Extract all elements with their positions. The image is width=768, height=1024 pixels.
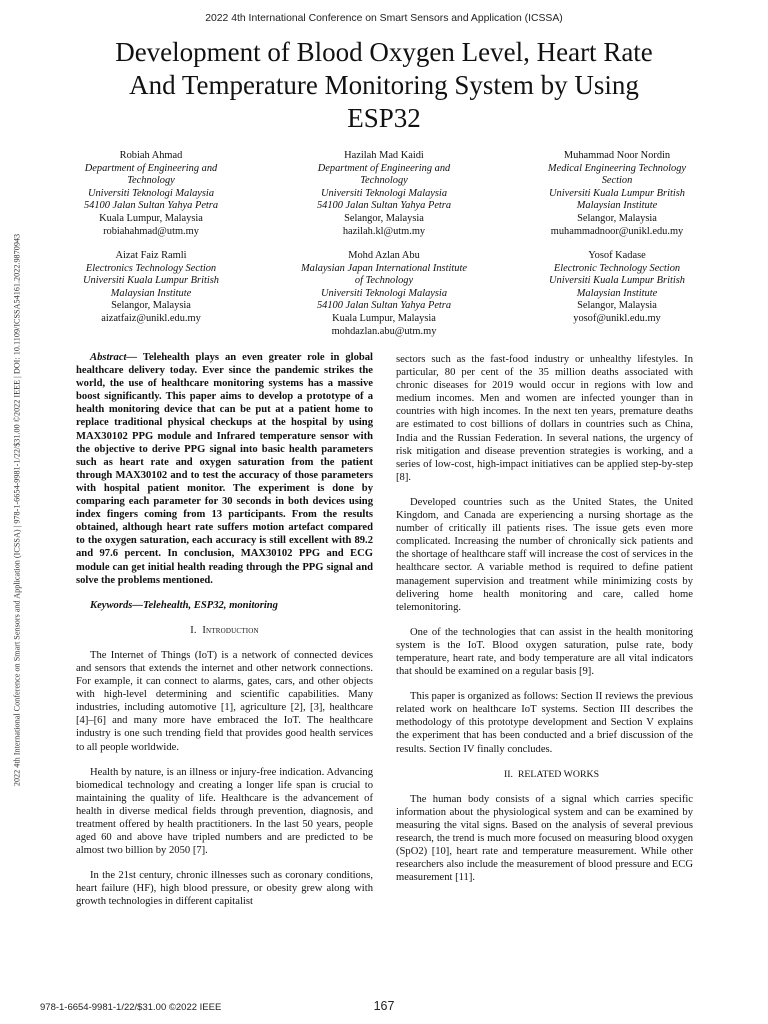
- title-line: And Temperature Monitoring System by Using: [129, 70, 639, 100]
- author-city: Selangor, Malaysia: [111, 300, 191, 312]
- author-block: [506, 250, 728, 338]
- keywords: [76, 599, 373, 612]
- author-dept: Technology: [127, 175, 175, 187]
- author-city: Selangor, Malaysia: [577, 300, 657, 312]
- author-dept: Department of Engineering and: [84, 162, 218, 174]
- section-number: II.: [503, 768, 513, 780]
- author-city: Kuala Lumpur, Malaysia: [332, 312, 436, 324]
- author-row: [40, 250, 728, 338]
- paragraph: One of the technologies that can assist in the health monitoring system is the IoT. Blood oxygen saturation, pulse rate, body temperature, heart rate, and body temperature are all vital indicators that should be examined on a regular basis [9].: [396, 626, 693, 678]
- author-dept: Medical Engineering Technology: [547, 162, 687, 174]
- section-title: Introduction: [202, 624, 259, 636]
- page-number: 167: [373, 999, 395, 1013]
- author-name: Mohd Azlan Abu: [348, 250, 420, 261]
- author-name: Muhammad Noor Nordin: [563, 150, 671, 161]
- abstract: [76, 351, 373, 587]
- author-institution: Universiti Kuala Lumpur British: [83, 275, 219, 287]
- author-block: [506, 150, 728, 238]
- author-email: mohdazlan.abu@utm.my: [331, 325, 437, 337]
- author-name: Aizat Faiz Ramli: [115, 250, 187, 261]
- author-address: 54100 Jalan Sultan Yahya Petra: [316, 200, 452, 212]
- author-address: 54100 Jalan Sultan Yahya Petra: [83, 200, 219, 212]
- paragraph: The human body consists of a signal which carries specific information about the physiological system and can be examined by measuring the vital signs. Based on the analysis of several previous research, the trend is much more focused on measuring blood oxygen (SpO2) [10], heart rate and temperature measurement. While other researchers also include the measurement of blood pressure and ECG measurement [11].: [396, 793, 693, 884]
- author-city: Selangor, Malaysia: [577, 212, 657, 224]
- paragraph: Health by nature, is an illness or injury-free indication. Advancing biomedical technology and creating a longer life span is crucial to maintaining the quality of life. Healthcare is the advancement of health in diverse medical fields through prevention, diagnosis, and treatment offered by health practitioners. In the last 50 years, people aged 60 and above have tripled numbers and are predicted to be almost two billion by 2050 [7].: [76, 766, 373, 857]
- keywords-text: Telehealth, ESP32, monitoring: [142, 599, 278, 611]
- author-email: robiahahmad@utm.my: [103, 225, 199, 237]
- paper-title: [40, 36, 728, 135]
- author-dept: Electronics Technology Section: [85, 262, 217, 274]
- author-institution: Universiti Kuala Lumpur British: [549, 187, 685, 199]
- paragraph: In the 21st century, chronic illnesses such as coronary conditions, heart failure (HF), high blood pressure, or obesity grew along with growth technologies in different capitalist: [76, 870, 373, 908]
- author-block: [40, 150, 262, 238]
- author-block: [273, 250, 495, 338]
- section-title: RELATED WORKS: [517, 768, 600, 780]
- author-city: Kuala Lumpur, Malaysia: [99, 212, 203, 224]
- author-dept: Department of Engineering and: [317, 162, 451, 174]
- keywords-label: Keywords—: [90, 599, 143, 611]
- author-name: Robiah Ahmad: [119, 150, 183, 161]
- abstract-text: Telehealth plays an even greater role in global healthcare delivery today. Ever since the pandemic strikes the world, the use of healthcare monitoring systems has a massive boost significantly. This paper aims to develop a prototype of a health monitoring device that can be put at a patient home to replace traditional physical checkups at the hospital by using MAX30102 PPG module and Infrared temperature sensor with the objective to derive PPG signal into basic health parameters such as heart rate and oxygen saturation from the patient through MAX30102 and to test the accuracy of those parameters with hospital patient monitor. The experiment is done by comparing each parameter for 30 seconds in both devices using index fingers coming from 13 participants. From the results obtained, although heart rate suffers motion artefact compared to the oxygen saturation, each accuracy is still excellent with 89.2 and 97.6 percent. In conclusion, MAX30102 PPG and ECG module can get initial health reading through the PPG signal and solve the problems mentioned.: [76, 352, 373, 586]
- paragraph: This paper is organized as follows: Section II reviews the previous related work on healthcare IoT systems. Section III describes the methodology of this prototype development and Section V explains the experiment that has been conducted and a brief discussion of the results. Section IV finally concludes.: [396, 691, 693, 755]
- conference-header: 2022 4th International Conference on Smart Sensors and Application (ICSSA): [205, 13, 563, 24]
- section-heading: [396, 768, 693, 781]
- section-number: I.: [190, 624, 197, 636]
- author-address: Malaysian Institute: [576, 200, 658, 212]
- author-institution: Malaysian Institute: [110, 287, 192, 299]
- author-name: Yosof Kadase: [588, 250, 646, 261]
- author-email: muhammadnoor@unikl.edu.my: [550, 225, 684, 237]
- abstract-label: Abstract—: [90, 352, 138, 363]
- author-block: [273, 150, 495, 238]
- paragraph: sectors such as the fast-food industry or unhealthy lifestyles. In particular, 80 per cent of the 35 million deaths associated with chronic diseases for 2019 would occur in regions with low and medium incomes. Men and women are infected younger than in countries with high incomes. In the next ten years, premature deaths are estimated to cost billions of dollars in countries such as China, India and the Russian Federation. In several nations, the urgency of risk mitigation and disease prevention strategies is working, and a series of low-cost, high-impact initiatives can be applied step-by-step [8].: [396, 354, 693, 483]
- author-dept: Technology: [360, 175, 408, 187]
- author-institution: Malaysian Institute: [576, 287, 658, 299]
- author-institution: Universiti Teknologi Malaysia: [87, 187, 215, 199]
- author-block: [40, 250, 262, 338]
- title-line: Development of Blood Oxygen Level, Heart Rate: [115, 37, 653, 67]
- author-row: [40, 150, 728, 238]
- right-column: [396, 353, 693, 896]
- author-email: aizatfaiz@unikl.edu.my: [101, 312, 201, 324]
- title-line: ESP32: [347, 103, 421, 133]
- author-city: Selangor, Malaysia: [344, 212, 424, 224]
- author-institution: Universiti Kuala Lumpur British: [549, 275, 685, 287]
- author-institution: Universiti Teknologi Malaysia: [320, 287, 448, 299]
- author-dept: of Technology: [354, 275, 414, 287]
- author-dept: Malaysian Japan International Institute: [301, 262, 467, 274]
- footer-copyright: 978-1-6654-9981-1/22/$31.00 ©2022 IEEE: [40, 1002, 222, 1013]
- left-column: [76, 351, 373, 921]
- author-email: yosof@unikl.edu.my: [573, 312, 661, 324]
- paragraph: The Internet of Things (IoT) is a network of connected devices and sensors that extends the internet and other network connections. For example, it can connect to alarms, gates, cars, and other objects with high-level determining and scientific capabilities. Many industries, including automotive [1], agriculture [2], [3], healthcare [4]–[6] and many more have embraced the IoT. The healthcare industry is one such trending field that provides good health services to all people worldwide.: [76, 649, 373, 753]
- author-address: 54100 Jalan Sultan Yahya Petra: [316, 300, 452, 312]
- author-dept: Section: [601, 175, 633, 187]
- doi-sidebar-text: 2022 4th International Conference on Smart Sensors and Application (ICSSA) | 978-1-6654-9981-1/22/$31.00 ©2022 IEEE | DOI: 10.1109/ICSSA54161.2022.9870943: [12, 233, 22, 787]
- doi-sidebar: [6, 180, 28, 840]
- author-email: hazilah.kl@utm.my: [342, 225, 426, 237]
- author-name: Hazilah Mad Kaidi: [344, 150, 424, 161]
- author-dept: Electronic Technology Section: [553, 262, 681, 274]
- section-heading: [76, 624, 373, 637]
- paragraph: Developed countries such as the United States, the United Kingdom, and Canada are experiencing a nursing shortage as the number of critically ill patients rises. The issue gets even more complicated. Increasing the number of chronically sick patients and the shortage of healthcare staff will increase the cost of services in the healthcare sector. A variable method is required to define patient management supervision and treatment while minimizing costs by delivering home health monitoring and care, called home telemonitoring.: [396, 496, 693, 613]
- author-institution: Universiti Teknologi Malaysia: [320, 187, 448, 199]
